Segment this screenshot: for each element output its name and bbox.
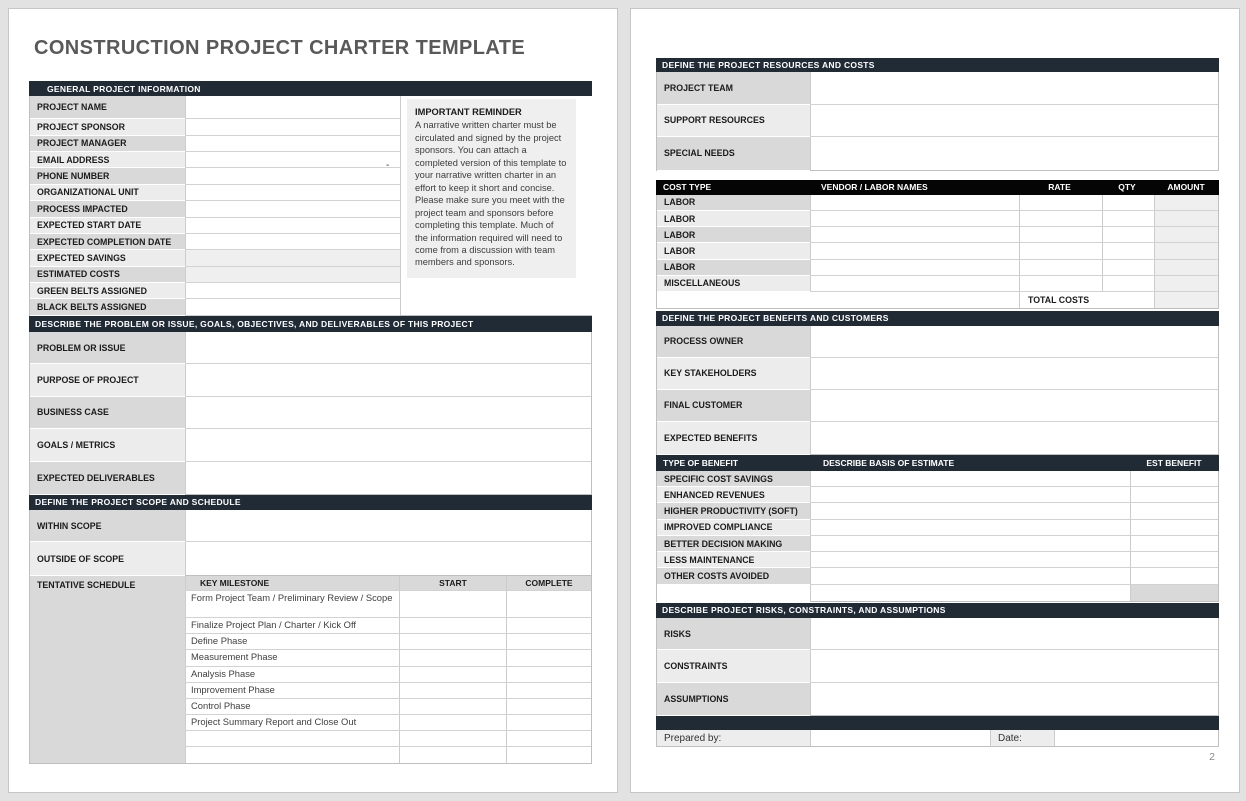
column-header: START xyxy=(399,576,506,590)
amount-cell[interactable] xyxy=(1154,227,1218,242)
expected-start-date-field[interactable] xyxy=(185,218,400,234)
est-benefit-cell[interactable] xyxy=(1130,585,1218,601)
milestone-name: Define Phase xyxy=(185,634,399,649)
section-header-scope-schedule: DEFINE THE PROJECT SCOPE AND SCHEDULE xyxy=(29,495,592,510)
expected-savings-field[interactable] xyxy=(185,250,400,266)
project-sponsor-field[interactable] xyxy=(185,119,400,135)
amount-cell[interactable] xyxy=(1154,260,1218,275)
benefit-type-label: ENHANCED REVENUES xyxy=(657,487,810,503)
field-label: EXPECTED DELIVERABLES xyxy=(30,462,185,495)
column-header: EST BENEFIT xyxy=(1146,457,1202,468)
final-customer-field[interactable] xyxy=(810,390,1218,421)
key-stakeholders-field[interactable] xyxy=(810,358,1218,389)
benefit-type-label: SPECIFIC COST SAVINGS xyxy=(657,471,810,487)
milestone-name: Analysis Phase xyxy=(185,667,399,682)
field-label: PROCESS IMPACTED xyxy=(30,201,185,217)
benefit-table-header xyxy=(656,455,1219,471)
reminder-title: IMPORTANT REMINDER xyxy=(415,107,522,117)
field-label: TENTATIVE SCHEDULE xyxy=(30,576,185,763)
date-label: Date: xyxy=(990,730,1054,746)
vendor-cell[interactable] xyxy=(810,227,1019,242)
schedule-header-row xyxy=(185,576,591,590)
project-manager-field[interactable] xyxy=(185,136,400,152)
scope-table xyxy=(29,510,592,576)
basis-cell[interactable] xyxy=(810,520,1130,535)
cost-type-label: MISCELLANEOUS xyxy=(657,276,810,292)
process-owner-field[interactable] xyxy=(810,326,1218,357)
benefit-type-label: HIGHER PRODUCTIVITY (SOFT) xyxy=(657,503,810,519)
column-header: KEY MILESTONE xyxy=(185,576,399,590)
problem-or-issue-field[interactable] xyxy=(185,332,591,363)
document-page-right xyxy=(630,8,1240,793)
field-label: GREEN BELTS ASSIGNED xyxy=(30,283,185,299)
field-label: SPECIAL NEEDS xyxy=(657,137,810,171)
start-date-cell[interactable] xyxy=(399,634,506,649)
complete-date-cell[interactable] xyxy=(506,699,591,714)
rate-cell[interactable] xyxy=(1019,227,1102,242)
benefits-customers-table xyxy=(656,326,1219,455)
column-header: AMOUNT xyxy=(1167,182,1205,193)
column-header: COMPLETE xyxy=(506,576,591,590)
section-header-risks-constraints: DESCRIBE PROJECT RISKS, CONSTRAINTS, AND ASSUMPTIONS xyxy=(656,603,1219,618)
milestone-row xyxy=(185,590,591,617)
field-label: OUTSIDE OF SCOPE xyxy=(30,542,185,576)
milestone-row xyxy=(185,633,591,649)
milestone-row xyxy=(185,682,591,698)
constraints-field[interactable] xyxy=(810,650,1218,681)
column-header: TYPE OF BENEFIT xyxy=(663,457,739,468)
business-case-field[interactable] xyxy=(185,397,591,428)
vendor-cell[interactable] xyxy=(810,195,1019,210)
qty-cell[interactable] xyxy=(1102,276,1154,291)
amount-cell[interactable] xyxy=(1154,243,1218,258)
risks-field[interactable] xyxy=(810,618,1218,649)
est-benefit-cell[interactable] xyxy=(1130,552,1218,567)
rate-cell[interactable] xyxy=(1019,195,1102,210)
qty-cell[interactable] xyxy=(1102,227,1154,242)
reminder-body: A narrative written charter must be circulated and signed by the project sponsors. You can attach a completed version of this template to your narrative written charter in an effort to keep it short and concise. Please make sure you meet with the project team and sponsors before completing this template. Much of the information required will need to come from a discussion with team members and sponsors. xyxy=(415,120,567,268)
total-costs-label: TOTAL COSTS xyxy=(1019,292,1154,308)
field-label: FINAL CUSTOMER xyxy=(657,390,810,422)
cost-type-label: LABOR xyxy=(657,243,810,259)
field-label: WITHIN SCOPE xyxy=(30,510,185,543)
benefit-type-label xyxy=(657,585,810,602)
cost-table xyxy=(656,195,1219,309)
total-costs-amount-cell[interactable] xyxy=(1154,292,1218,308)
page-title: CONSTRUCTION PROJECT CHARTER TEMPLATE xyxy=(34,37,526,59)
expected-benefits-field[interactable] xyxy=(810,422,1218,454)
field-label: ORGANIZATIONAL UNIT xyxy=(30,185,185,201)
column-header: COST TYPE xyxy=(663,182,712,193)
outside-of-scope-field[interactable] xyxy=(185,542,591,575)
field-label: CONSTRAINTS xyxy=(657,650,810,682)
date-field[interactable] xyxy=(1054,730,1218,746)
complete-date-cell[interactable] xyxy=(506,683,591,698)
section-header-describe-problem: DESCRIBE THE PROBLEM OR ISSUE, GOALS, OBJECTIVES, AND DELIVERABLES OF THIS PROJECT xyxy=(29,316,592,332)
milestone-name: Measurement Phase xyxy=(185,650,399,665)
est-benefit-cell[interactable] xyxy=(1130,503,1218,518)
field-label: PROJECT SPONSOR xyxy=(30,119,185,135)
reminder-column xyxy=(400,96,592,315)
black-belts-field[interactable] xyxy=(185,299,400,315)
page-number: 2 xyxy=(1209,751,1215,763)
qty-cell[interactable] xyxy=(1102,211,1154,226)
field-label: EMAIL ADDRESS xyxy=(30,152,185,168)
field-label: PROJECT MANAGER xyxy=(30,136,185,152)
assumptions-field[interactable] xyxy=(810,683,1218,715)
special-needs-field[interactable] xyxy=(810,137,1218,170)
start-date-cell[interactable] xyxy=(399,731,506,746)
cost-type-label: LABOR xyxy=(657,260,810,276)
benefit-type-label: BETTER DECISION MAKING xyxy=(657,536,810,552)
basis-cell[interactable] xyxy=(810,471,1130,486)
basis-cell[interactable] xyxy=(810,487,1130,502)
milestone-name: Control Phase xyxy=(185,699,399,714)
support-resources-field[interactable] xyxy=(810,105,1218,137)
field-label: KEY STAKEHOLDERS xyxy=(657,358,810,390)
start-date-cell[interactable] xyxy=(399,667,506,682)
field-label: PHONE NUMBER xyxy=(30,168,185,184)
complete-date-cell[interactable] xyxy=(506,634,591,649)
complete-date-cell[interactable] xyxy=(506,731,591,746)
milestone-row xyxy=(185,714,591,730)
milestone-row xyxy=(185,617,591,633)
complete-date-cell[interactable] xyxy=(506,650,591,665)
field-label: PURPOSE OF PROJECT xyxy=(30,364,185,396)
start-date-cell[interactable] xyxy=(399,618,506,633)
important-reminder-box xyxy=(407,99,576,278)
benefit-type-label: OTHER COSTS AVOIDED xyxy=(657,568,810,584)
start-date-cell[interactable] xyxy=(399,683,506,698)
section-header-general-info: GENERAL PROJECT INFORMATION xyxy=(29,81,592,96)
amount-cell[interactable] xyxy=(1154,276,1218,291)
describe-table xyxy=(29,332,592,495)
complete-date-cell[interactable] xyxy=(506,591,591,617)
column-header: RATE xyxy=(1048,182,1071,193)
expected-completion-date-field[interactable] xyxy=(185,234,400,250)
blank-cell xyxy=(657,292,1019,308)
rate-cell[interactable] xyxy=(1019,276,1102,291)
expected-deliverables-field[interactable] xyxy=(185,462,591,494)
rate-cell[interactable] xyxy=(1019,243,1102,258)
field-label: ESTIMATED COSTS xyxy=(30,267,185,283)
est-benefit-cell[interactable] xyxy=(1130,568,1218,583)
tentative-schedule-table xyxy=(29,576,592,764)
milestone-row xyxy=(185,649,591,665)
section-header-resources-costs: DEFINE THE PROJECT RESOURCES AND COSTS xyxy=(656,58,1219,72)
start-date-cell[interactable] xyxy=(399,650,506,665)
column-header: DESCRIBE BASIS OF ESTIMATE xyxy=(823,457,955,468)
qty-cell[interactable] xyxy=(1102,260,1154,275)
amount-cell[interactable] xyxy=(1154,195,1218,210)
basis-cell[interactable] xyxy=(810,536,1130,551)
start-date-cell[interactable] xyxy=(399,747,506,762)
column-header: QTY xyxy=(1118,182,1136,193)
milestone-row xyxy=(185,730,591,746)
estimated-costs-field[interactable] xyxy=(185,267,400,283)
milestone-name: Finalize Project Plan / Charter / Kick Off xyxy=(185,618,399,633)
within-scope-field[interactable] xyxy=(185,510,591,542)
milestone-name: Form Project Team / Preliminary Review / Scope xyxy=(185,591,399,617)
milestone-name: Improvement Phase xyxy=(185,683,399,698)
start-date-cell[interactable] xyxy=(399,591,506,617)
milestone-name[interactable] xyxy=(185,731,399,746)
basis-cell[interactable] xyxy=(810,552,1130,567)
est-benefit-cell[interactable] xyxy=(1130,487,1218,502)
prepared-by-label: Prepared by: xyxy=(657,730,810,746)
qty-cell[interactable] xyxy=(1102,195,1154,210)
field-label: BUSINESS CASE xyxy=(30,397,185,429)
field-label: SUPPORT RESOURCES xyxy=(657,105,810,138)
milestone-name: Project Summary Report and Close Out xyxy=(185,715,399,730)
vendor-cell[interactable] xyxy=(810,260,1019,275)
complete-date-cell[interactable] xyxy=(506,667,591,682)
basis-cell[interactable] xyxy=(810,568,1130,583)
field-label: EXPECTED START DATE xyxy=(30,218,185,234)
resources-table xyxy=(656,72,1219,171)
benefit-table xyxy=(656,471,1219,602)
green-belts-field[interactable] xyxy=(185,283,400,299)
vendor-cell[interactable] xyxy=(810,243,1019,258)
basis-cell[interactable] xyxy=(810,503,1130,518)
cost-type-label: LABOR xyxy=(657,227,810,243)
divider-bar xyxy=(656,716,1219,730)
cost-type-label: LABOR xyxy=(657,195,810,211)
field-label: PROCESS OWNER xyxy=(657,326,810,358)
field-label: EXPECTED BENEFITS xyxy=(657,422,810,455)
purpose-of-project-field[interactable] xyxy=(185,364,591,395)
risks-table xyxy=(656,618,1219,716)
milestone-row xyxy=(185,666,591,682)
project-name-field[interactable] xyxy=(185,96,400,119)
rate-cell[interactable] xyxy=(1019,260,1102,275)
document-page-left xyxy=(8,8,618,793)
cost-type-label: LABOR xyxy=(657,211,810,227)
start-date-cell[interactable] xyxy=(399,715,506,730)
milestone-row xyxy=(185,698,591,714)
vendor-cell[interactable] xyxy=(810,211,1019,226)
field-label: EXPECTED SAVINGS xyxy=(30,250,185,266)
cost-table-header xyxy=(656,180,1219,195)
est-benefit-cell[interactable] xyxy=(1130,536,1218,551)
stray-dash: - xyxy=(386,160,390,171)
process-impacted-field[interactable] xyxy=(185,201,400,217)
est-benefit-cell[interactable] xyxy=(1130,471,1218,486)
rate-cell[interactable] xyxy=(1019,211,1102,226)
complete-date-cell[interactable] xyxy=(506,618,591,633)
benefit-type-label: IMPROVED COMPLIANCE xyxy=(657,520,810,536)
section-header-benefits-customers: DEFINE THE PROJECT BENEFITS AND CUSTOMERS xyxy=(656,311,1219,326)
phone-number-field[interactable] xyxy=(185,168,400,184)
complete-date-cell[interactable] xyxy=(506,747,591,762)
project-team-field[interactable] xyxy=(810,72,1218,104)
field-label: PROJECT TEAM xyxy=(657,72,810,105)
prepared-by-field[interactable] xyxy=(810,730,990,746)
email-address-field[interactable] xyxy=(185,152,400,168)
field-label: PROBLEM OR ISSUE xyxy=(30,332,185,364)
field-label: BLACK BELTS ASSIGNED xyxy=(30,299,185,315)
goals-metrics-field[interactable] xyxy=(185,429,591,460)
general-info-table xyxy=(29,96,592,316)
vendor-cell[interactable] xyxy=(810,276,1019,291)
total-costs-row xyxy=(657,292,1218,308)
complete-date-cell[interactable] xyxy=(506,715,591,730)
basis-cell[interactable] xyxy=(810,585,1130,601)
column-header: VENDOR / LABOR NAMES xyxy=(821,182,928,193)
field-label: PROJECT NAME xyxy=(30,96,185,119)
milestone-name[interactable] xyxy=(185,747,399,762)
field-label: RISKS xyxy=(657,618,810,650)
field-label: EXPECTED COMPLETION DATE xyxy=(30,234,185,250)
amount-cell[interactable] xyxy=(1154,211,1218,226)
organizational-unit-field[interactable] xyxy=(185,185,400,201)
field-label: ASSUMPTIONS xyxy=(657,683,810,716)
field-label: GOALS / METRICS xyxy=(30,429,185,461)
qty-cell[interactable] xyxy=(1102,243,1154,258)
est-benefit-cell[interactable] xyxy=(1130,520,1218,535)
signature-row xyxy=(656,730,1219,747)
start-date-cell[interactable] xyxy=(399,699,506,714)
milestone-row xyxy=(185,746,591,762)
benefit-type-label: LESS MAINTENANCE xyxy=(657,552,810,568)
